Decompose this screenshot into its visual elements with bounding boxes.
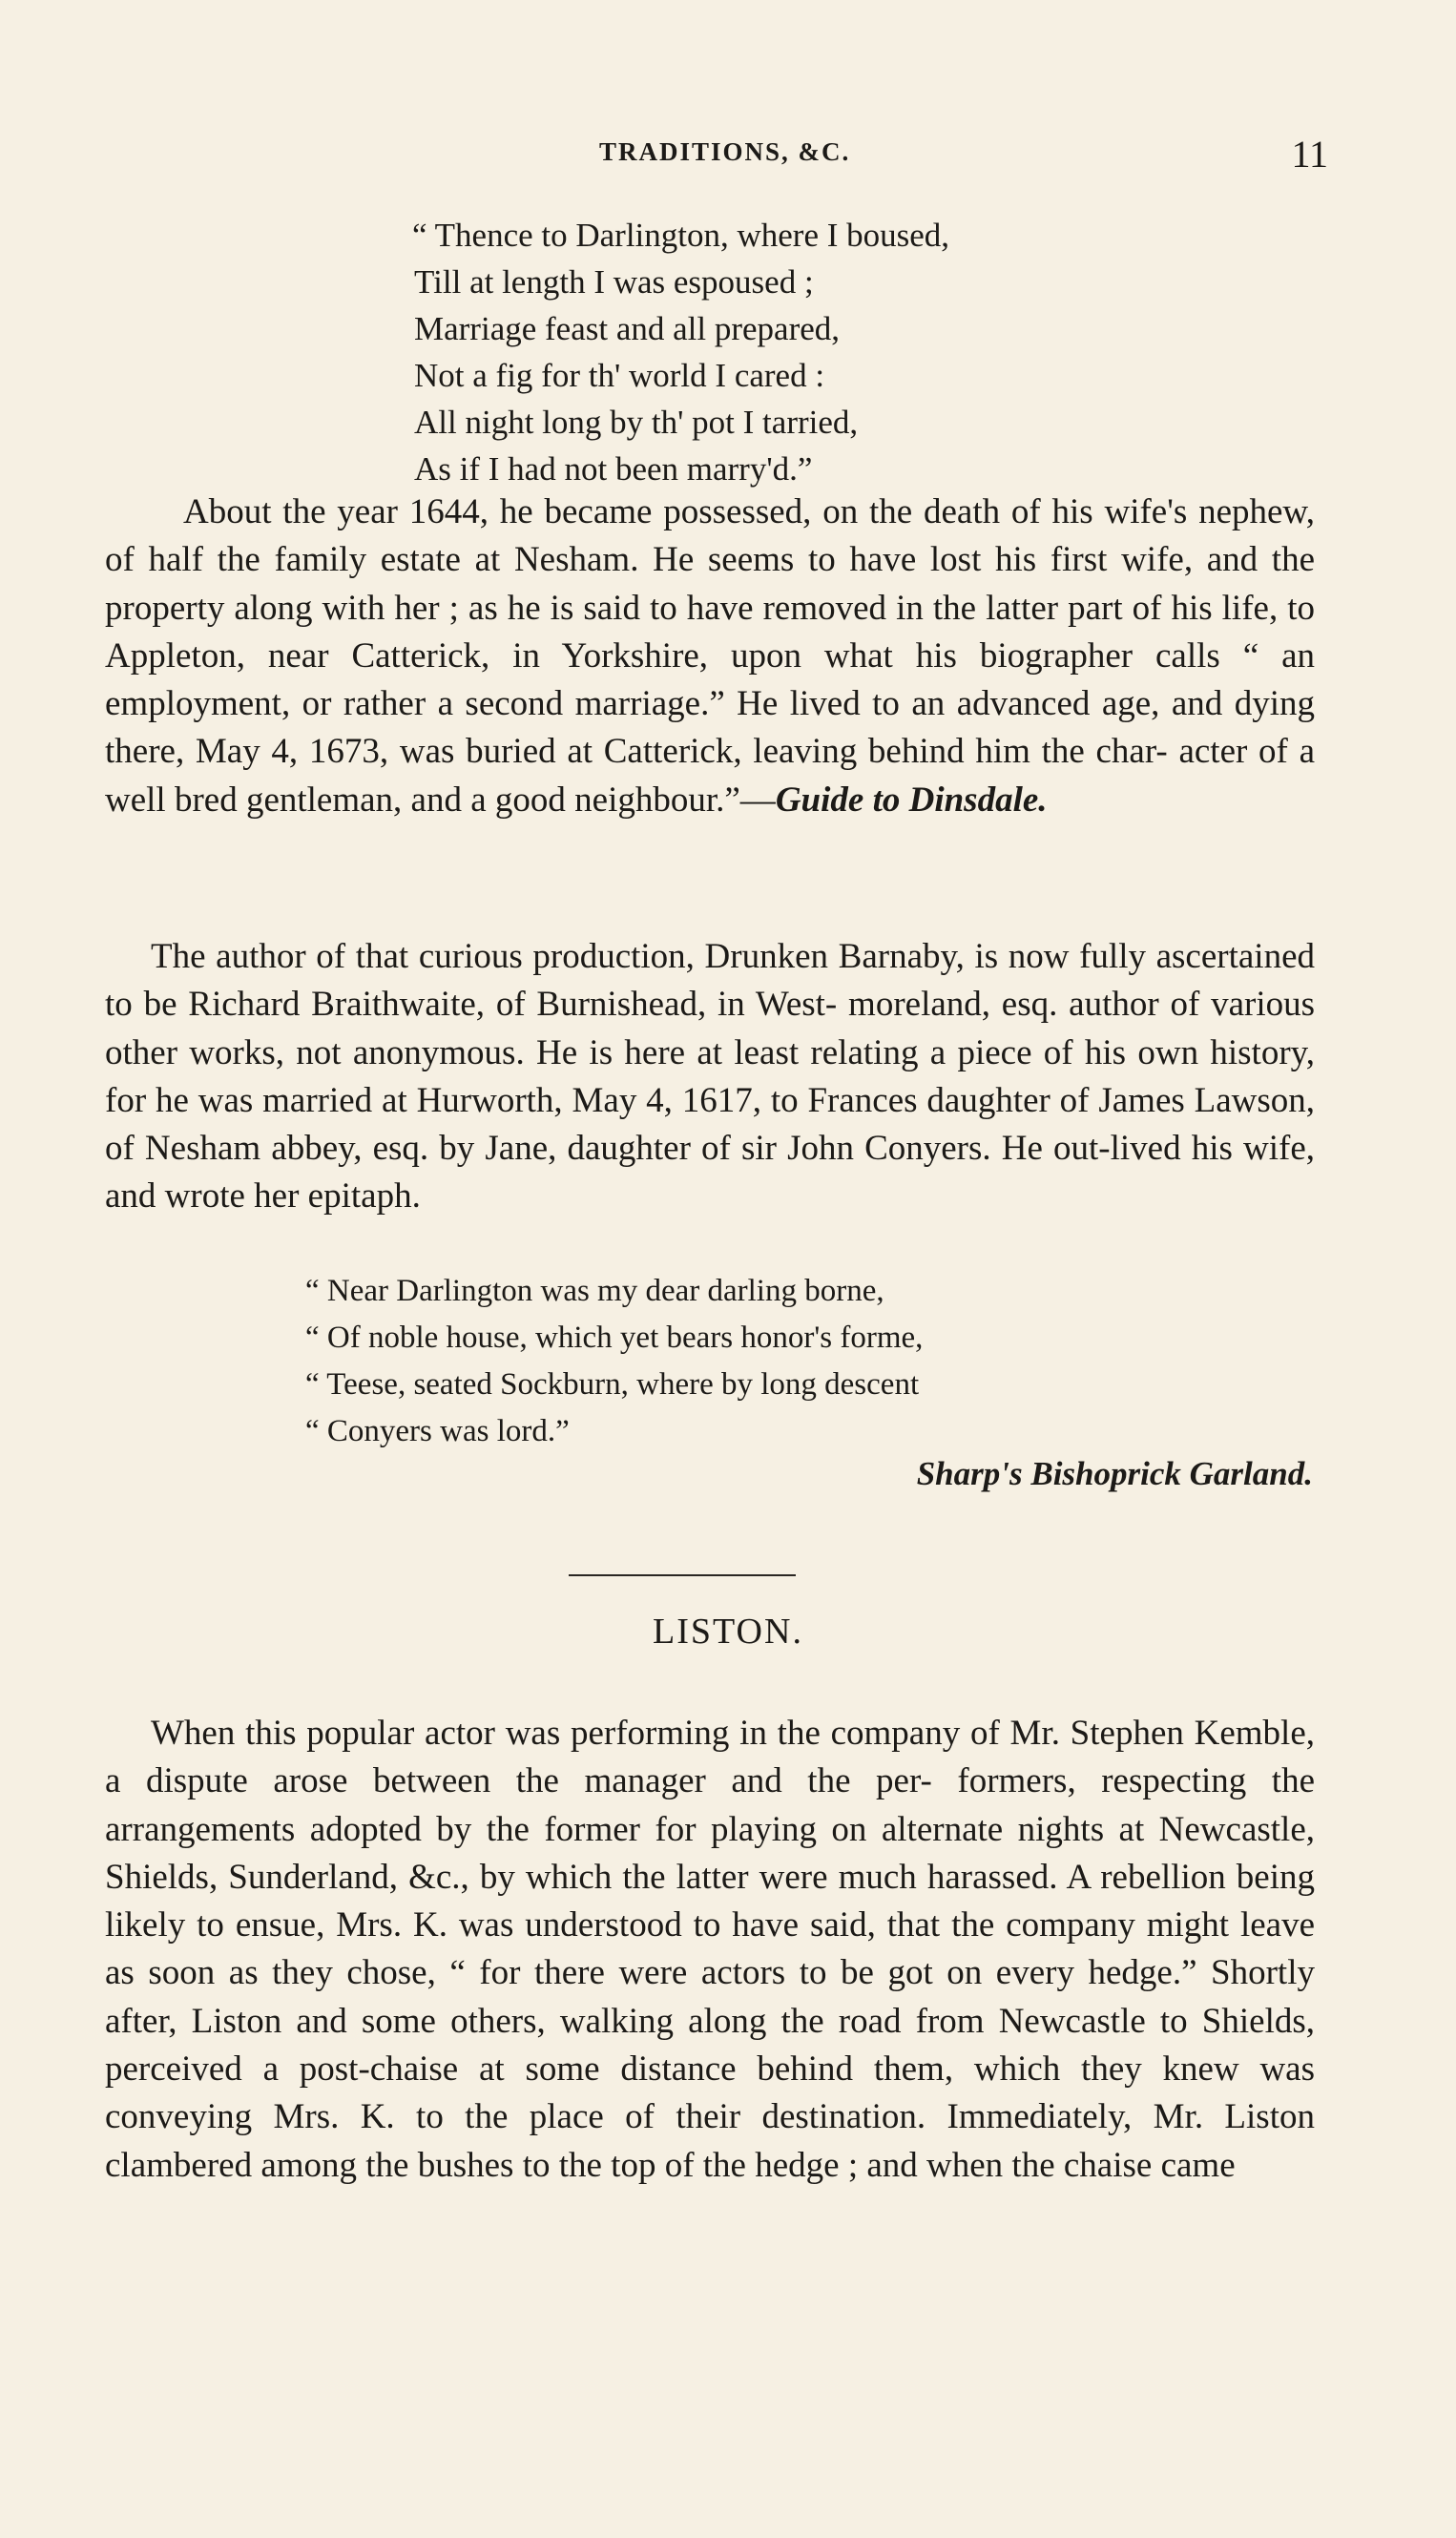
paragraph-author: The author of that curious production, Drunken Barnaby, is now fully ascertained to be Richard Braithwaite, of Burnishead, in West- moreland, esq. author of various other works, not anonymous. He is here at least relating a piece of his own history, for he was married at Hurworth, May 4, 1617, to Frances daughter of James Lawson, of Nesham abbey, esq. by Jane, daughter of sir John Conyers. He out-lived his wife, and wrote her epitaph. xyxy=(105,937,1315,1217)
verse-epitaph xyxy=(305,1268,923,1455)
verse-line: “ Thence to Darlington, where I boused, xyxy=(412,217,950,254)
verse-line: “ Near Darlington was my dear darling borne, xyxy=(305,1274,884,1308)
section-divider xyxy=(569,1574,796,1576)
page-number: 11 xyxy=(1291,133,1328,176)
running-head: TRADITIONS, &C. xyxy=(599,137,851,166)
verse-line: Till at length I was espoused ; xyxy=(414,263,814,301)
verse-line: Marriage feast and all prepared, xyxy=(414,310,841,347)
verse-line: “ Of noble house, which yet bears honor's forme, xyxy=(305,1321,924,1355)
verse-line: All night long by th' pot I tarried, xyxy=(414,404,859,441)
verse-line: Not a fig for th' world I cared : xyxy=(414,357,825,394)
paragraph-liston: When this popular actor was performing in the company of Mr. Stephen Kemble, a dispute arose between the manager and the per- formers, respecting the arrangements adopted by the former for playing on alternate nights at Newcastle, Shields, Sunderland, &c., by which the latter were much harassed. A rebellion being likely to ensue, Mrs. K. was understood to have said, that the company might leave as soon as they chose, “ for there were actors to be got on every hedge.” Shortly after, Liston and some others, walking along the road from Newcastle to Shields, perceived a post-chaise at some distance behind them, which they knew was conveying Mrs. K. to the place of their destination. Immediately, Mr. Liston clambered among the bushes to the top of the hedge ; and when the chaise came xyxy=(105,1714,1315,2185)
verse-line: “ Teese, seated Sockburn, where by long descent xyxy=(305,1367,920,1402)
paragraph-biography xyxy=(105,489,1315,824)
paragraph-text: About the year 1644, he became possessed, on the death of his wife's nephew, of half the family estate at Nesham. He seems to have lost his first wife, and the property along with her ; as he is said to have removed in the latter part of his life, to Appleton, near Catterick, in Yorkshire, upon what his biographer calls “ an employment, or rather a second marriage.” He lived to an advanced age, and dying there, May 4, 1673, was buried at Catterick, leaving behind him the char- acter of a well bred gentleman, and a good neighbour.”— xyxy=(105,492,1315,820)
attribution: Sharp's Bishoprick Garland. xyxy=(916,1455,1313,1492)
verse-line: As if I had not been marry'd.” xyxy=(414,450,813,488)
page-header xyxy=(592,132,1336,179)
verse-quote-1 xyxy=(412,212,949,492)
source-citation: Guide to Dinsdale. xyxy=(775,780,1048,820)
verse-line: “ Conyers was lord.” xyxy=(305,1414,570,1448)
section-title: LISTON. xyxy=(653,1612,803,1652)
